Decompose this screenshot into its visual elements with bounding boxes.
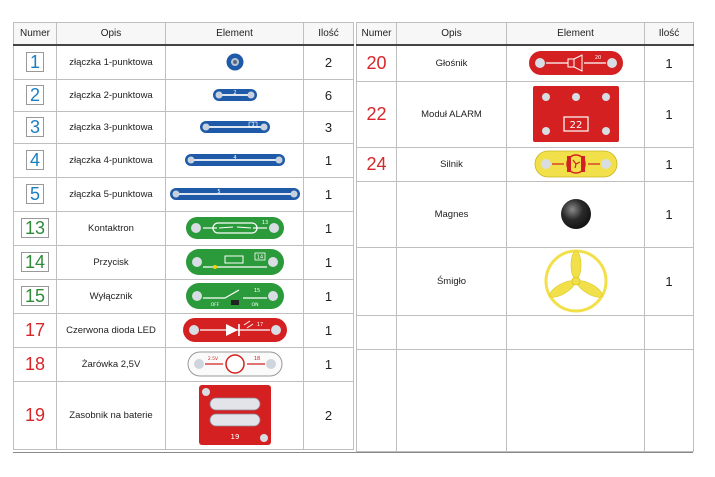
table-row [14,79,354,111]
part-quantity: 1 [304,177,354,211]
part-description: Zasobnik na baterie [57,381,166,449]
table-row [14,45,354,79]
part-description: Moduł ALARM [397,81,507,147]
propeller-icon [543,248,609,314]
part-quantity: 6 [304,79,354,111]
part-number: 19 [14,381,57,449]
part-number: 15 [14,279,57,313]
part-quantity: 2 [304,45,354,79]
svg-text:17: 17 [256,322,263,328]
part-description: Magnes [397,181,507,247]
bottom-rule [13,452,693,453]
part-element [507,147,645,181]
part-quantity: 1 [645,45,694,81]
slide-switch-icon [185,282,285,310]
header-ilosc: Ilość [304,23,354,46]
part-description: Głośnik [397,45,507,81]
alarm-module-icon [532,85,620,143]
svg-text:13: 13 [261,220,268,226]
table-row [14,177,354,211]
part-quantity: 1 [645,81,694,147]
table-row [357,81,694,147]
part-element [507,181,645,247]
part-number: 24 [357,147,397,181]
svg-text:2.5V: 2.5V [207,357,218,362]
snap-1-icon [225,52,245,72]
svg-text:OFF: OFF [210,303,219,308]
header-numer: Numer [357,23,397,46]
header-opis: Opis [397,23,507,46]
part-quantity: 1 [645,181,694,247]
part-description: Silnik [397,147,507,181]
table-row [357,247,694,315]
header-element: Element [166,23,304,46]
part-quantity: 1 [304,143,354,177]
part-quantity: 1 [304,347,354,381]
svg-text:2: 2 [232,90,237,96]
part-element [507,247,645,315]
part-description: złączka 3-punktowa [57,111,166,143]
reed-switch-icon [185,216,285,240]
part-number: 3 [14,111,57,143]
svg-text:18: 18 [253,356,260,362]
part-number: 14 [14,245,57,279]
motor-icon [534,150,618,178]
table-row [357,181,694,247]
part-description: Żarówka 2,5V [57,347,166,381]
part-number: 4 [14,143,57,177]
part-description: złączka 4-punktowa [57,143,166,177]
svg-text:ON: ON [251,303,258,308]
part-element [166,245,304,279]
header-opis: Opis [57,23,166,46]
part-description: Śmigło [397,247,507,315]
svg-text:5: 5 [216,189,221,195]
part-description: Kontaktron [57,211,166,245]
table-row [357,147,694,181]
bulb-icon [187,351,283,377]
part-number: 17 [14,313,57,347]
part-description: złączka 2-punktowa [57,79,166,111]
empty-row [357,315,694,349]
part-number: 18 [14,347,57,381]
part-element [166,143,304,177]
svg-text:19: 19 [230,433,239,441]
svg-text:4: 4 [232,155,237,161]
part-quantity: 1 [645,147,694,181]
svg-text:22: 22 [569,120,582,131]
table-row [14,111,354,143]
part-description: złączka 1-punktowa [57,45,166,79]
header-numer: Numer [14,23,57,46]
table-row [14,347,354,381]
part-quantity: 1 [645,247,694,315]
led-icon [182,317,288,343]
header-row [14,23,354,46]
part-element [166,347,304,381]
svg-text:20: 20 [594,55,601,62]
svg-text:15: 15 [253,288,260,294]
part-number: 13 [14,211,57,245]
press-switch-icon [185,248,285,276]
part-number: 5 [14,177,57,211]
snap-4-icon [184,152,286,168]
snap-2-icon [212,87,258,103]
part-element [166,79,304,111]
part-quantity: 2 [304,381,354,449]
svg-text:3: 3 [251,123,254,128]
part-quantity: 1 [304,211,354,245]
snap-5-icon [169,186,301,202]
part-description: Przycisk [57,245,166,279]
table-row [14,143,354,177]
part-number [357,181,397,247]
part-description: Wyłącznik [57,279,166,313]
parts-table-right [356,22,694,452]
part-description: Czerwona dioda LED [57,313,166,347]
parts-table-left [13,22,354,450]
part-element [507,81,645,147]
svg-text:14: 14 [256,254,263,261]
header-row [357,23,694,46]
part-element [166,211,304,245]
table-row [14,313,354,347]
part-element [507,45,645,81]
part-description: złączka 5-punktowa [57,177,166,211]
part-quantity: 1 [304,313,354,347]
part-element [166,279,304,313]
part-element [166,313,304,347]
part-quantity: 1 [304,279,354,313]
part-quantity: 3 [304,111,354,143]
part-element [166,177,304,211]
header-element: Element [507,23,645,46]
part-element [166,45,304,79]
part-number [357,247,397,315]
part-number: 1 [14,45,57,79]
part-number: 20 [357,45,397,81]
empty-row [357,349,694,451]
magnet-icon [560,198,592,230]
part-element [166,111,304,143]
part-number: 22 [357,81,397,147]
table-row [14,245,354,279]
header-ilosc: Ilość [645,23,694,46]
table-row [357,45,694,81]
speaker-icon [528,50,624,76]
part-number: 2 [14,79,57,111]
table-row [14,279,354,313]
snap-3-icon [199,119,271,135]
part-quantity: 1 [304,245,354,279]
battery-holder-icon [198,384,272,446]
table-row [14,211,354,245]
table-row [14,381,354,449]
part-element [166,381,304,449]
